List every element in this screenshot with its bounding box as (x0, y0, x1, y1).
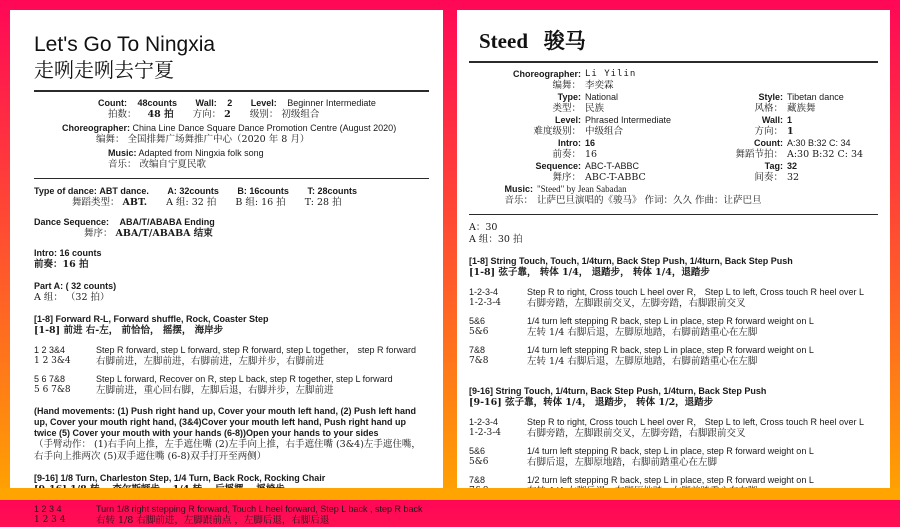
step-block (34, 374, 429, 397)
step-count: 5&6 (469, 316, 486, 326)
step-row-zh (469, 327, 878, 339)
step-row-zh (34, 356, 429, 368)
step-row-en (469, 417, 878, 428)
level-label-zh: 级别： (249, 109, 279, 120)
step-block (469, 345, 878, 368)
wall-label: Wall: (761, 115, 783, 125)
music-row (34, 148, 429, 159)
step-count: 5 6 7&8 (34, 385, 71, 395)
step-count: 1 2 3&4 (34, 356, 71, 366)
intro-row: Intro: 16 counts (34, 248, 102, 258)
intro-label-zh: 前奏： (552, 149, 581, 160)
dance-type-value-zh: ABT. (122, 197, 148, 208)
sequence-label-zh: 舞序： (552, 172, 581, 183)
music-label: Music: (108, 148, 137, 158)
choreographer-value-zh: 李奕霖 (585, 80, 614, 91)
type-value: National (585, 92, 619, 102)
style-label-zh: 风格： (754, 103, 783, 114)
music-label-zh: 音乐： (504, 195, 533, 206)
step-count: 1-2-3-4 (469, 298, 502, 308)
step-row-en (34, 374, 429, 385)
step-row-en (469, 287, 878, 298)
step-desc-zh: 右转 1/8 右脚前进，左脚跟前点 ，左脚后退，右脚后退 (96, 515, 330, 526)
step-count: 5&6 (469, 457, 489, 467)
intro-value-zh: 16 (585, 149, 598, 160)
count-value: A:30 B:32 C: 34 (787, 138, 851, 148)
style-value-zh: 藏族舞 (787, 103, 816, 114)
step-count: 1 2 3 4 (34, 504, 62, 514)
step-block (34, 345, 429, 368)
dance-type-label-zh: 舞蹈类型： (72, 197, 120, 208)
left-page-title-zh: 走咧走咧去宁夏 (34, 58, 174, 82)
part-a-count: A: 32counts (167, 186, 219, 196)
sequence-value-zh: ABC-T-ABBC (585, 172, 646, 183)
tag-value-zh: 32 (787, 172, 800, 183)
step-row-en (469, 345, 878, 356)
step-desc-en: 1/4 turn left stepping R back, step L in place, step R forward weight on L (527, 446, 814, 456)
choreographer-value: China Line Dance Square Dance Promotion Centre (August 2020) (132, 123, 397, 133)
step-count: 1-2-3-4 (469, 428, 502, 438)
step-desc-en: 1/4 turn left stepping R back, step L in place, step R forward weight on L (527, 345, 814, 355)
section-header-en: [9-16] 1/8 Turn, Charleston Step, 1/4 Turn, Back Rock, Rocking Chair (34, 473, 326, 483)
sequence-value-zh: ABA/T/ABABA 结束 (115, 228, 213, 239)
step-row-en (469, 316, 878, 327)
step-row-en (469, 475, 878, 486)
step-count: 7&8 (469, 475, 486, 485)
step-count: 5 6 7&8 (34, 374, 66, 384)
type-label-zh: 类型： (552, 103, 581, 114)
step-desc-zh: 左脚前进，重心回右脚，左脚后退，右脚并步，左脚前进 (96, 385, 334, 396)
wall-value: 2 (227, 98, 233, 108)
intro-count-row-zh (469, 149, 878, 161)
style-value: Tibetan dance (787, 92, 844, 102)
tag-label: Tag: (764, 161, 783, 171)
music-value-zh: 让萨巴旦演唱的《骏马》 作词：久久 作曲：让萨巴旦 (537, 195, 762, 206)
step-desc-en: Turn 1/8 right stepping R forward, Touch L heel forward, Step L back , step R back (96, 504, 423, 514)
part-a-count-zh: A 组: 32 拍 (166, 197, 217, 208)
wall-value-zh: 1 (787, 126, 794, 137)
hand-movements-note-en: (Hand movements: (1) Push right hand up, Cover your mouth left hand, (2) Push left hand up, Cover your mouth right hand, (3&4)Cover your mouth left hand, Push right hand up twice (5) Cover your mouth with your hands (6-8))Open your hands to your sides (34, 406, 417, 438)
right-page-title-zh: 骏马 (543, 29, 586, 53)
title-divider (34, 90, 429, 92)
tag-label-zh: 间奏： (754, 172, 783, 183)
step-row-zh (469, 457, 878, 469)
choreographer-row-zh (34, 134, 429, 146)
step-block (34, 504, 429, 527)
step-block (469, 417, 878, 440)
choreographer-value: Li Yilin (585, 69, 637, 79)
part-b-count-zh: B 组: 16 拍 (235, 197, 286, 208)
choreographer-row (34, 123, 429, 134)
section-header-en: [1-8] Forward R-L, Forward shuffle, Rock, Coaster Step (34, 314, 269, 324)
part-b-count: B: 16counts (237, 186, 289, 196)
dance-type-row-zh (34, 197, 429, 209)
step-count: 7&8 (469, 345, 486, 355)
sequence-label: Sequence: (535, 161, 581, 171)
choreographer-label-zh: 编舞： (96, 134, 125, 145)
step-row-zh (34, 515, 429, 527)
bottom-orange-bar (0, 488, 900, 500)
sequence-row-zh (34, 228, 429, 240)
section-header-en: [1-8] String Touch, Touch, 1/4turn, Back Step Push, 1/4turn, Back Step Push (469, 256, 793, 266)
sequence-value: ABA/T/ABABA Ending (119, 217, 215, 227)
type-style-row (469, 92, 878, 103)
step-row-zh (34, 385, 429, 397)
step-row-en (469, 446, 878, 457)
step-desc-zh: 左转 1/4 右脚后退，左脚原地踏，右脚前踏重心在左脚 (527, 327, 758, 338)
step-desc-en: 1/2 turn left stepping R back, step L in place, step R forward weight on L (527, 475, 814, 485)
type-label: Type: (557, 92, 581, 102)
level-value: Beginner Intermediate (287, 98, 376, 108)
sequence-tag-row-zh (469, 172, 878, 184)
section-header-zh: [1-8] 弦子靠， 转体 1/4， 退踏步， 转体 1/4，退踏步 (469, 267, 710, 278)
step-desc-en: Step R to right, Cross touch L heel over R， Step L to left, Cross touch R heel over L (527, 287, 864, 297)
part-t-count-zh: T: 28 拍 (304, 197, 342, 208)
count-label: Count: (98, 98, 127, 108)
music-value-zh: 改编自宁夏民歌 (139, 159, 207, 170)
level-value-zh: 初级组合 (281, 109, 320, 120)
count-wall-level-row (34, 98, 429, 109)
level-value-zh: 中级组合 (585, 126, 624, 137)
sequence-tag-row (469, 161, 878, 172)
intro-label: Intro: (558, 138, 581, 148)
wall-label-zh: 方向： (754, 126, 783, 137)
type-style-row-zh (469, 103, 878, 115)
intro-count-row (469, 138, 878, 149)
step-row-en (34, 504, 429, 515)
part-t-count: T: 28counts (307, 186, 357, 196)
title-divider (469, 61, 878, 63)
level-label: Level: (250, 98, 277, 108)
music-row-zh (469, 195, 878, 207)
choreographer-label: Choreographer: (512, 69, 581, 79)
choreographer-row-zh (469, 80, 878, 92)
tag-value: 32 (787, 161, 798, 171)
step-block (469, 316, 878, 339)
wall-value-zh: 2 (224, 109, 231, 120)
level-label: Level: (554, 115, 581, 125)
section-header-zh: [1-8] 前进 右-左， 前恰恰， 摇摆， 海岸步 (34, 325, 224, 336)
step-block (469, 446, 878, 469)
step-count: 5&6 (469, 327, 489, 337)
dance-type-value: ABT dance. (99, 186, 149, 196)
step-desc-en: 1/4 turn left stepping R back, step L in place, step R forward weight on L (527, 316, 814, 326)
step-row-zh (469, 428, 878, 440)
step-desc-zh: 右脚旁踏，左脚跟前交叉，左脚旁踏，右脚跟前交叉 (527, 428, 746, 439)
meta-divider (469, 214, 878, 215)
style-label: Style: (758, 92, 783, 102)
sequence-label: Dance Sequence: (34, 217, 110, 227)
step-row-zh (469, 298, 878, 310)
part-a-row: Part A: ( 32 counts) (34, 281, 117, 291)
count-wall-level-row-zh (34, 109, 429, 121)
step-count: 1-2-3-4 (469, 417, 499, 427)
step-desc-en: Step R forward, step L forward, step R forward, step L together， step R forward (96, 345, 416, 355)
choreographer-label: Choreographer: (62, 123, 131, 133)
wall-label-zh: 方向： (192, 109, 222, 120)
music-label: Music: (504, 184, 533, 194)
step-count: 5&6 (469, 446, 486, 456)
step-desc-en: Step R to right, Cross touch L heel over R， Step L to left, Cross touch R heel over L (527, 417, 864, 427)
part-a-row: A：30 (469, 222, 498, 233)
level-wall-row (469, 115, 878, 126)
music-value: "Steed" by Jean Sabadan (537, 184, 627, 194)
meta-divider (34, 178, 429, 179)
wall-value: 1 (787, 115, 793, 125)
part-a-row-zh: A 组：30 拍 (469, 234, 523, 245)
wall-label: Wall: (195, 98, 217, 108)
step-row-zh (469, 356, 878, 368)
section-header-en: [9-16] String Touch, 1/4turn, Back Step Push, 1/4turn, Back Step Push (469, 386, 767, 396)
step-count: 1 2 3&4 (34, 345, 66, 355)
step-count: 1-2-3-4 (469, 287, 499, 297)
count-value-zh: A:30 B:32 C: 34 (787, 149, 864, 160)
type-value-zh: 民族 (585, 103, 605, 114)
step-desc-en: Step L forward, Recover on R, step L back, step R together, step L forward (96, 374, 393, 384)
music-value: Adapted from Ningxia folk song (138, 148, 264, 158)
choreographer-row (469, 69, 878, 80)
music-row (469, 184, 878, 195)
right-page-title (479, 28, 878, 54)
step-row-en (34, 345, 429, 356)
step-desc-zh: 右脚前进，左脚前进，右脚前进，左脚并步，右脚前进 (96, 356, 325, 367)
count-value: 48counts (137, 98, 178, 108)
step-count: 7&8 (469, 356, 489, 366)
left-page-title-en: Let's Go To Ningxia (34, 33, 216, 56)
choreographer-value-zh: 全国排舞广场舞推广中心（2020 年 8 月） (127, 134, 310, 145)
music-label-zh: 音乐： (108, 159, 137, 170)
step-desc-zh: 右脚旁踏，左脚跟前交叉，左脚旁踏，右脚跟前交叉 (527, 298, 746, 309)
count-label: Count: (754, 138, 783, 148)
step-block (469, 287, 878, 310)
left-step-sheet-page (10, 10, 443, 526)
dance-type-label: Type of dance: (34, 186, 97, 196)
intro-row-zh: 前奏：16 拍 (34, 259, 89, 270)
step-desc-zh: 右脚后退，左脚原地踏，右脚前踏重心在左脚 (527, 457, 718, 468)
right-page-title-en: Steed (479, 29, 528, 53)
sequence-value: ABC-T-ABBC (585, 161, 640, 171)
count-label-zh: 拍数： (108, 109, 137, 120)
level-wall-row-zh (469, 126, 878, 138)
right-meta-grid (469, 69, 878, 207)
step-desc-zh: 左转 1/4 右脚后退，左脚原地踏，右脚前踏重心在左脚 (527, 356, 758, 367)
part-a-row-zh: A 组： （32 拍） (34, 292, 110, 303)
music-row-zh (34, 159, 429, 171)
right-step-sheet-page (457, 10, 890, 488)
sequence-row (34, 217, 429, 228)
level-label-zh: 难度级别： (533, 126, 581, 137)
step-count: 1 2 3 4 (34, 515, 66, 525)
hand-movements-note-zh: （手臂动作： (1)右手向上推，左手遮住嘴 (2)左手向上推，右手遮住嘴 (3&4)左手遮住嘴，右手向上推两次 (5)双手遮住嘴 (6-8)双手打开至两侧） (34, 439, 421, 462)
dance-type-row (34, 186, 429, 197)
count-label-zh: 舞蹈节拍： (735, 149, 783, 160)
choreographer-label-zh: 编舞： (552, 80, 581, 91)
level-value: Phrased Intermediate (585, 115, 672, 125)
sequence-label-zh: 舞序： (84, 228, 113, 239)
section-header-zh: [9-16] 弦子靠，转体 1/4， 退踏步， 转体 1/2，退踏步 (469, 397, 714, 408)
intro-value: 16 (585, 138, 596, 148)
count-value-zh: 48 拍 (147, 109, 174, 120)
